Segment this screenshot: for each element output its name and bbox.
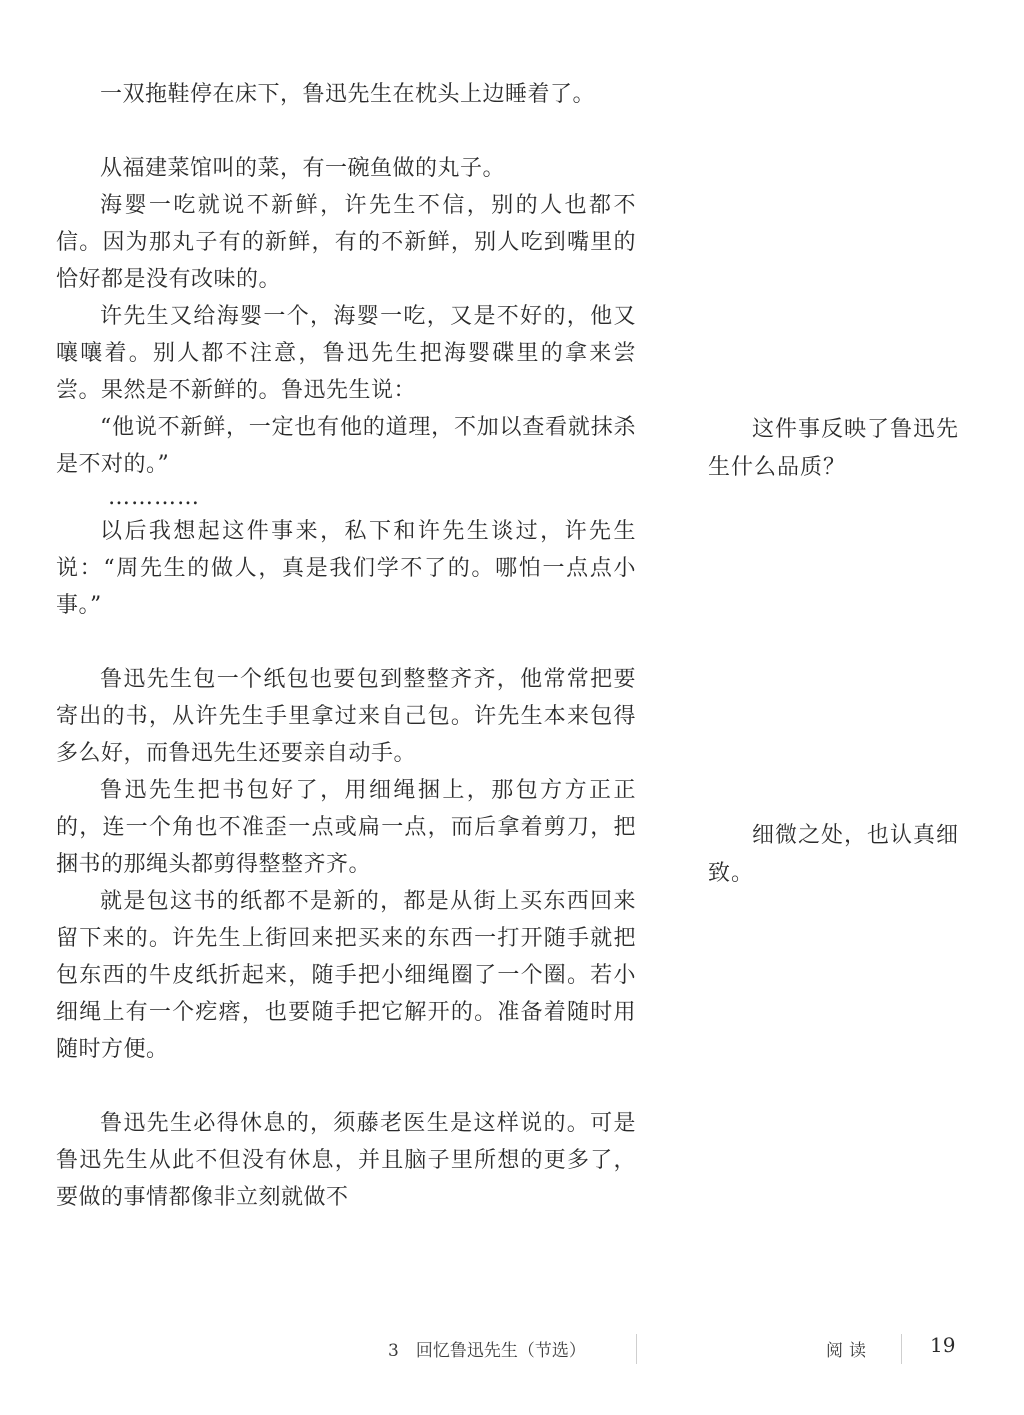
section-gap (56, 113, 636, 150)
paragraph: 许先生又给海婴一个，海婴一吃，又是不好的，他又嚷嚷着。别人都不注意，鲁迅先生把海婴碟里的拿来尝尝。果然是不新鲜的。鲁迅先生说： (56, 304, 636, 403)
quote-paragraph: “他说不新鲜，一定也有他的道理，不加以查看就抹杀是不对的。” (56, 415, 636, 477)
section-gap (56, 624, 636, 661)
chapter-title: 3 回忆鲁迅先生（节选） (388, 1341, 586, 1361)
paragraph: 海婴一吃就说不新鲜，许先生不信，别的人也都不信。因为那丸子有的新鲜，有的不新鲜，别人吃到嘴里的恰好都是没有改味的。 (56, 193, 636, 292)
paragraph: 一双拖鞋停在床下，鲁迅先生在枕头上边睡着了。 (100, 82, 596, 107)
section-gap (56, 1068, 636, 1105)
margin-note: 细微之处，也认真细致。 (708, 823, 960, 886)
page-number: 19 (930, 1333, 956, 1357)
paragraph: 鲁迅先生把书包好了，用细绳捆上，那包方方正正的，连一个角也不准歪一点或扁一点，而后拿着剪刀，把捆书的那绳头都剪得整整齐齐。 (56, 778, 636, 877)
ellipsis: ………… (108, 485, 200, 510)
page-footer (0, 1330, 1024, 1370)
footer-divider (901, 1334, 902, 1364)
paragraph: 以后我想起这件事来，私下和许先生谈过，许先生说：“周先生的做人，真是我们学不了的。哪怕一点点小事。” (56, 519, 636, 618)
paragraph: 就是包这书的纸都不是新的，都是从街上买东西回来留下来的。许先生上街回来把买来的东西一打开随手就把包东西的牛皮纸折起来，随手把小细绳圈了一个圈。若小细绳上有一个疙瘩，也要随手把它解开的。准备着随时用随时方便。 (56, 889, 636, 1062)
paragraph: 鲁迅先生包一个纸包也要包到整整齐齐，他常常把要寄出的书，从许先生手里拿过来自己包。许先生本来包得多么好，而鲁迅先生还要亲自动手。 (56, 667, 636, 766)
main-text (56, 76, 636, 1216)
paragraph: 从福建菜馆叫的菜，有一碗鱼做的丸子。 (100, 156, 506, 181)
paragraph: 鲁迅先生必得休息的，须藤老医生是这样说的。可是鲁迅先生从此不但没有休息，并且脑子里所想的更多了，要做的事情都像非立刻就做不 (56, 1111, 636, 1210)
margin-note: 这件事反映了鲁迅先生什么品质？ (708, 417, 960, 480)
section-label: 阅读 (826, 1341, 872, 1361)
footer-divider (636, 1334, 637, 1364)
